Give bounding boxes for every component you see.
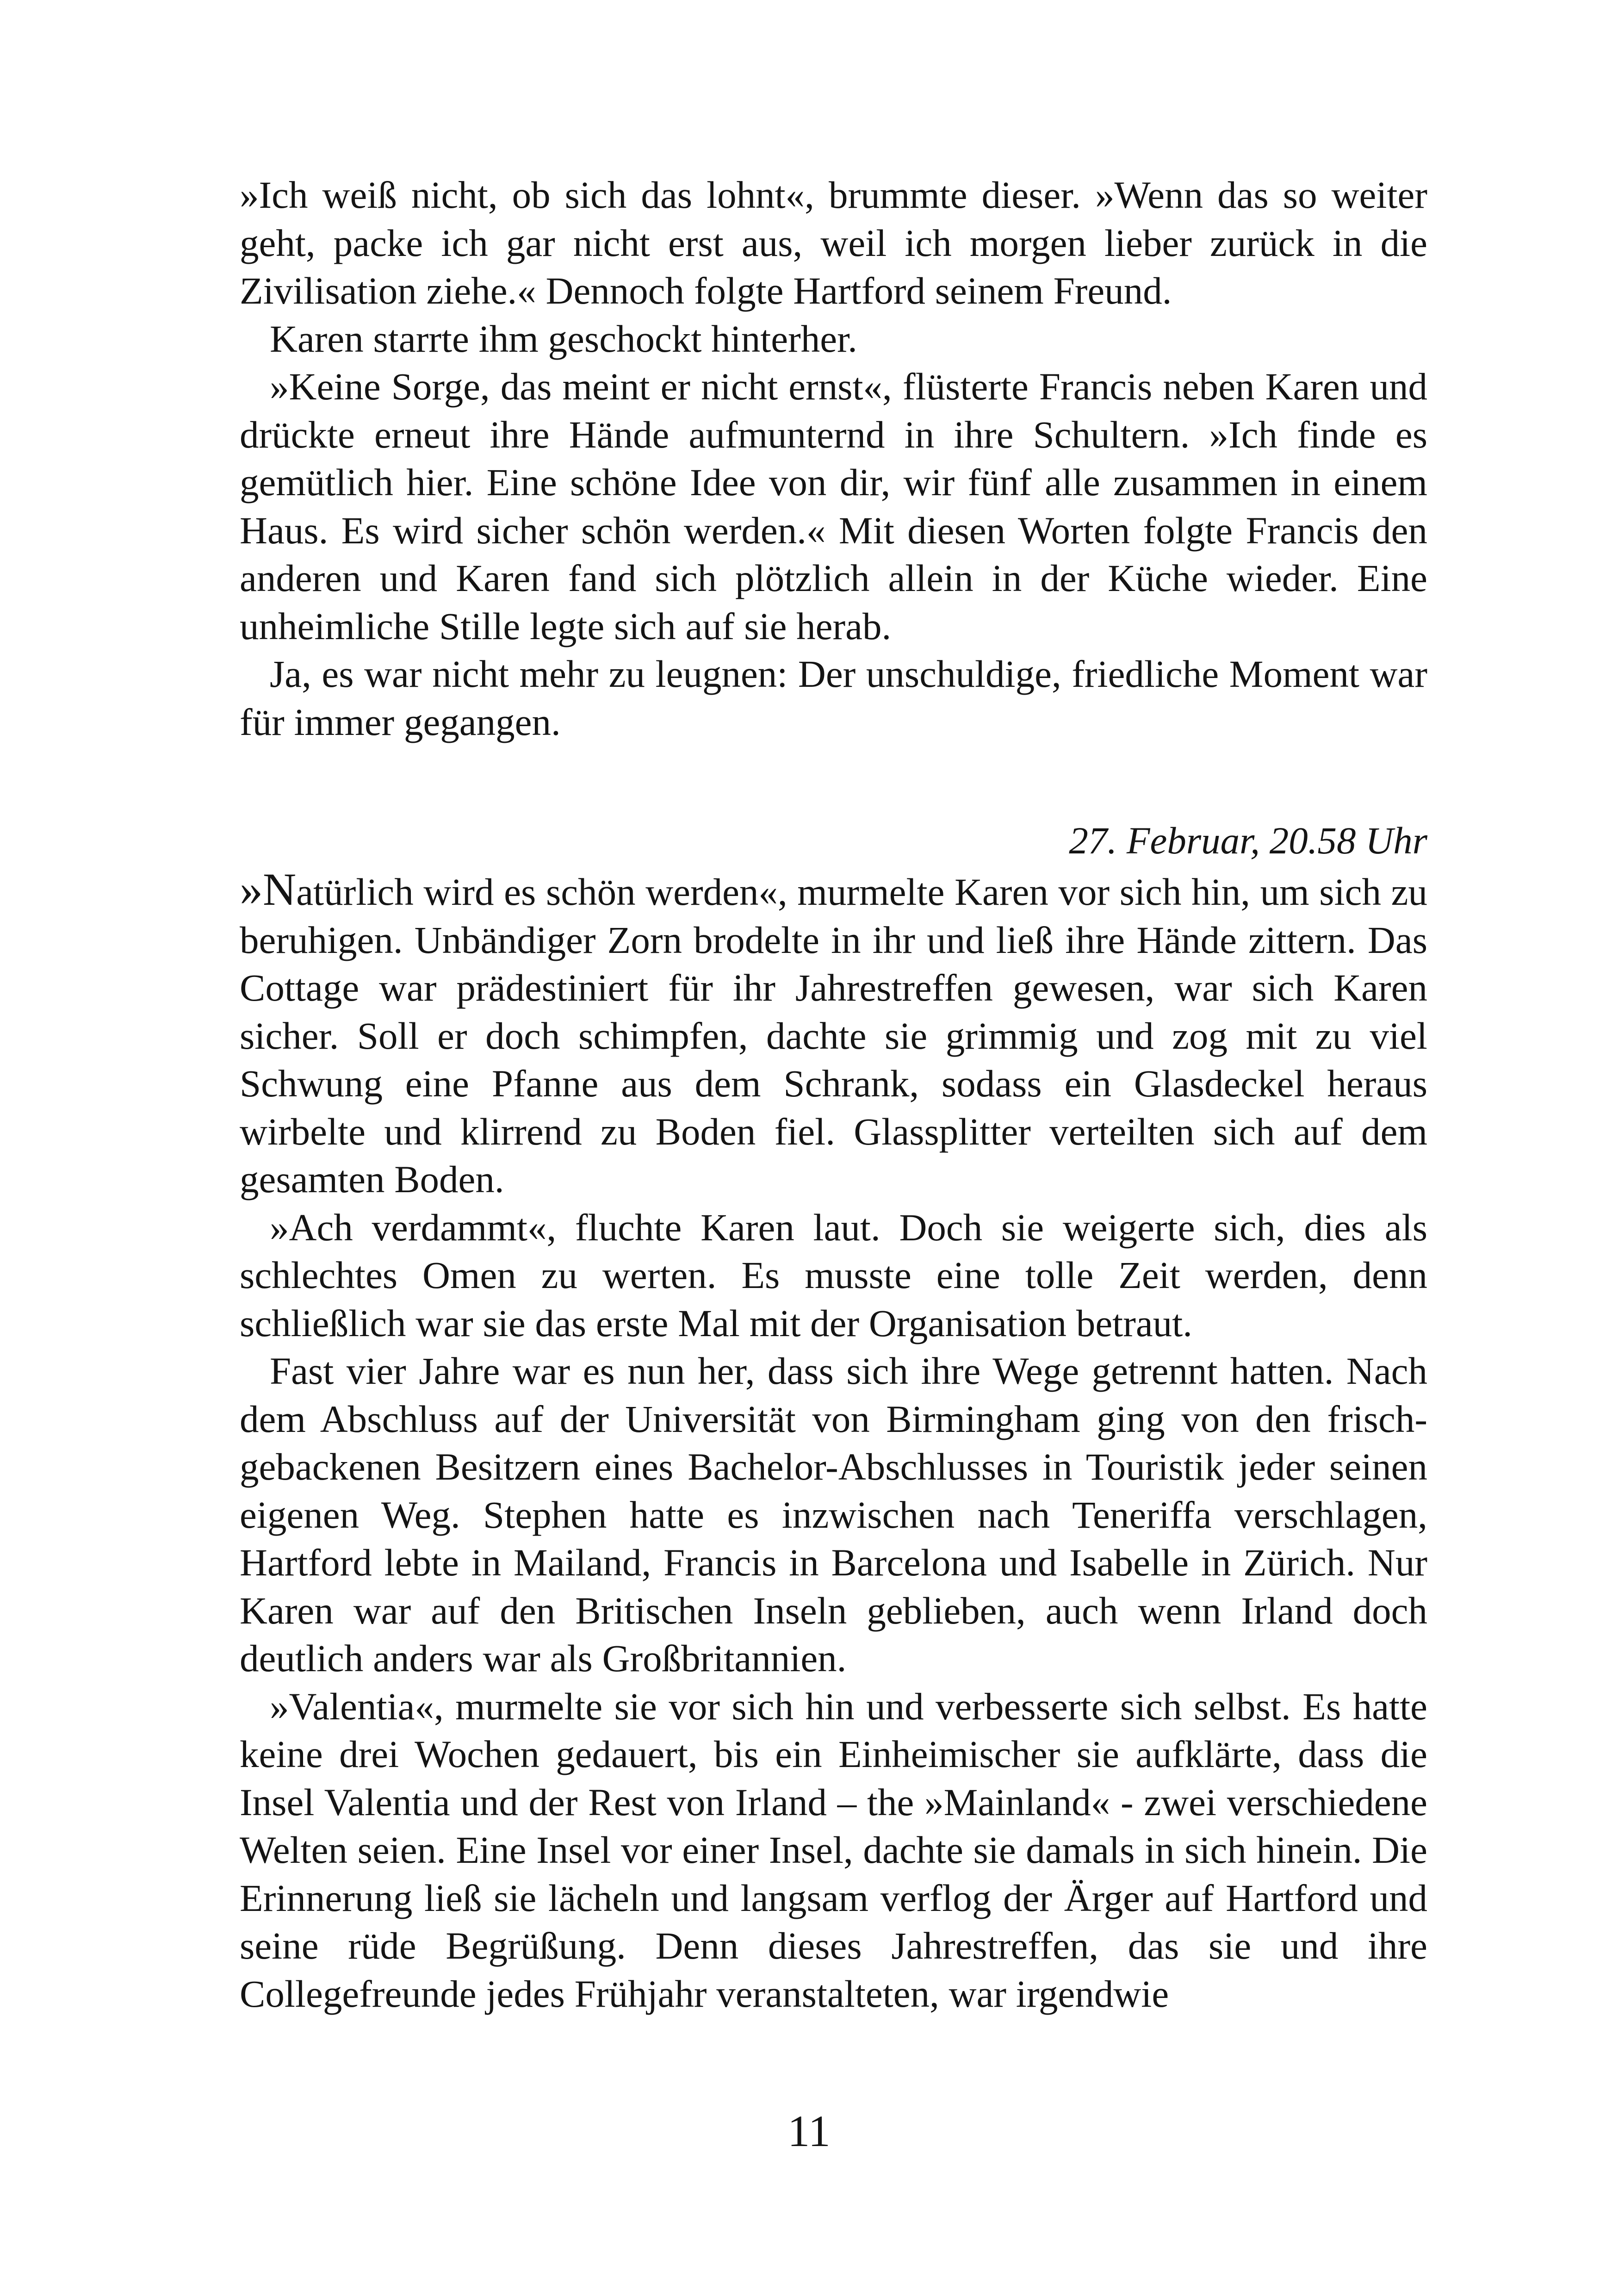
opening-paragraph — [240, 865, 1427, 1204]
paragraph: Fast vier Jahre war es nun her, dass sich ihre Wege getrennt hatten. Nach dem Abschluss auf der Universität von Birmingham ging von den frischgebackenen Besitzern eines Bachelor-Abschlusses in Touristik jeder seinen eigenen Weg. Stephen hatte es inzwischen nach Teneriffa verschlagen, Hartford lebte in Mailand, Francis in Barcelona und Isabelle in Zürich. Nur Karen war auf den Britischen Inseln geblieben, auch wenn Irland doch deutlich anders war als Großbritannien. — [240, 1350, 1427, 1680]
section-one-text — [240, 171, 1427, 746]
page-number: 11 — [787, 2106, 831, 2156]
paragraph: »Valentia«, murmelte sie vor sich hin und verbesserte sich selbst. Es hatte keine drei Wochen gedauert, bis ein Einheimischer sie aufklärte, dass die Insel Valentia und der Rest von Irland – the »Mainland« - zwei verschiedene Welten seien. Eine Insel vor einer Insel, dachte sie damals in sich hinein. Die Erinnerung ließ sie lächeln und langsam verflog der Ärger auf Hartford und seine rüde Begrüßung. Denn dieses Jahrestreffen, das sie und ihre Collegefreunde jedes Frühjahr veranstalteten, war irgendwie — [240, 1685, 1427, 2015]
section-two-text — [240, 865, 1427, 2018]
drop-initial: »N — [240, 864, 297, 915]
paragraph: »Ach verdammt«, fluchte Karen laut. Doch sie weigerte sich, dies als schlechtes Omen zu werten. Es musste eine tolle Zeit werden, denn schließlich war sie das erste Mal mit der Organisation betraut. — [240, 1206, 1427, 1344]
paragraph: Ja, es war nicht mehr zu leugnen: Der unschuldige, friedliche Moment war für immer gegangen. — [240, 653, 1427, 743]
paragraph: Karen starrte ihm geschockt hinterher. — [270, 317, 857, 360]
paragraph: »Keine Sorge, das meint er nicht ernst«, flüsterte Francis neben Karen und drückte erneut ihre Hände aufmunternd in ihre Schultern. »Ich finde es gemütlich hier. Eine schöne Idee von dir, wir fünf alle zusammen in einem Haus. Es wird sicher schön werden.« Mit diesen Worten folgte Francis den anderen und Karen fand sich plötzlich allein in der Küche wieder. Eine unheimliche Stille legte sich auf sie herab. — [240, 365, 1427, 647]
scene-date-heading: 27. Februar, 20.58 Uhr — [1069, 819, 1427, 862]
opening-paragraph-text: atürlich wird es schön werden«, murmelte Karen vor sich hin, um sich zu beruhigen. Unbändiger Zorn brodelte in ihr und ließ ihre Hände zittern. Das Cottage war prädestiniert für ihr Jahrestreffen gewesen, war sich Karen sicher. Soll er doch schimpfen, dachte sie grimmig und zog mit zu viel Schwung eine Pfanne aus dem Schrank, sodass ein Glasdeckel heraus wirbelte und klirrend zu Boden fiel. Glassplitter verteilten sich auf dem gesamten Boden. — [240, 871, 1427, 1201]
paragraph: »Ich weiß nicht, ob sich das lohnt«, brummte dieser. »Wenn das so weiter geht, packe ich gar nicht erst aus, weil ich morgen lieber zurück in die Zivilisation ziehe.« Dennoch folgte Hartford seinem Freund. — [240, 174, 1427, 312]
